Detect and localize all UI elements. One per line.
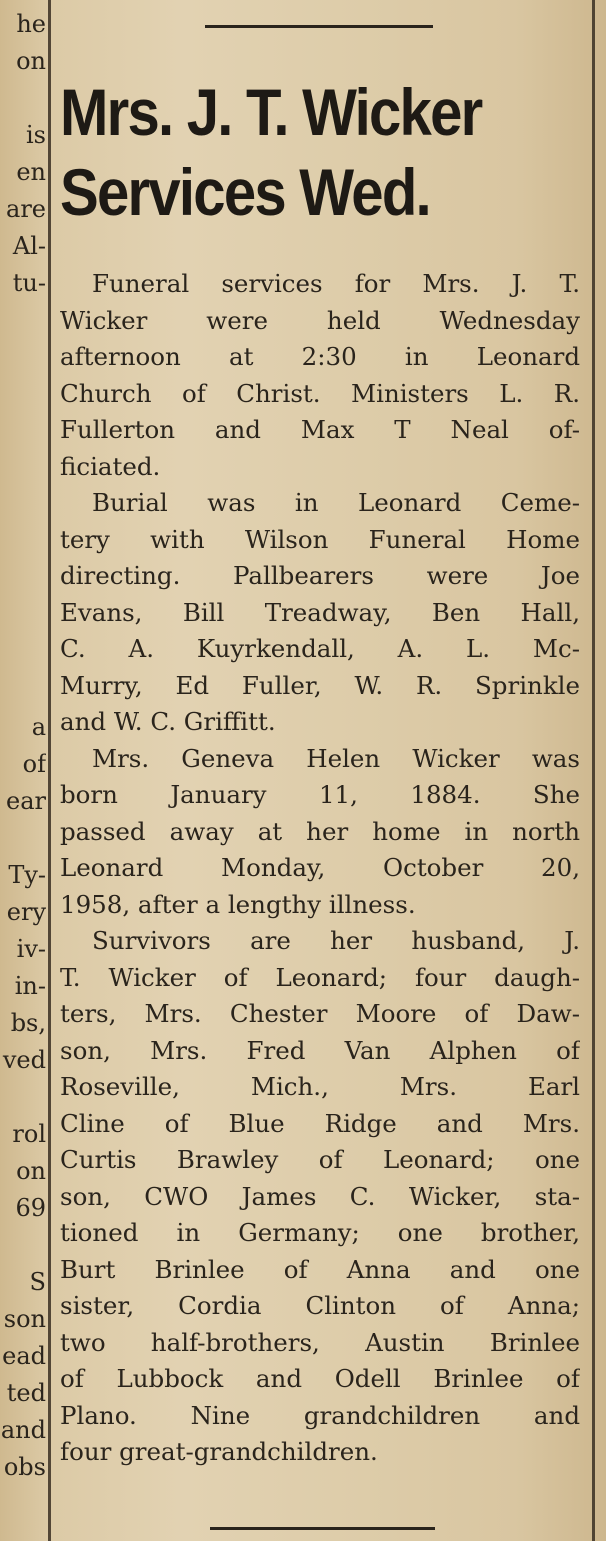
article-line: four great-grandchildren.: [60, 1437, 378, 1466]
article-line: sister, Cordia Clinton of Anna;: [60, 1291, 580, 1320]
article-body: [60, 266, 580, 1471]
left-fragment-line: [0, 487, 46, 524]
left-fragment-line: in-: [14, 972, 46, 1000]
left-fragment-line: [0, 413, 46, 450]
article-line: C. A. Kuyrkendall, A. L. Mc-: [60, 634, 580, 663]
left-fragment-line: on: [16, 1157, 46, 1185]
article-line: Burial was in Leonard Ceme-: [92, 488, 580, 517]
left-fragment-line: 69: [15, 1194, 46, 1222]
left-fragment-line: iv-: [16, 935, 46, 963]
left-fragment-line: are: [6, 195, 46, 223]
left-fragment-line: Ty-: [8, 861, 46, 889]
article-line: Fullerton and Max T Neal of-: [60, 415, 580, 444]
article-line: Leonard Monday, October 20,: [60, 853, 580, 882]
left-fragment-line: ved: [2, 1046, 46, 1074]
left-fragment-line: [0, 820, 46, 857]
article-line: T. Wicker of Leonard; four daugh-: [60, 962, 580, 992]
left-fragment-line: ery: [6, 898, 46, 926]
article-line: Church of Christ. Ministers L. R.: [60, 378, 580, 408]
left-fragment-line: he: [16, 10, 46, 38]
article-line: Wicker were held Wednesday: [60, 305, 580, 335]
paragraph: [60, 923, 580, 1471]
left-fragment-line: and: [0, 1416, 46, 1444]
article-line: Burt Brinlee of Anna and one: [60, 1254, 580, 1284]
article-line: Mrs. Geneva Helen Wicker was: [92, 743, 580, 773]
left-fragment-line: bs,: [10, 1009, 46, 1037]
left-fragment-line: on: [16, 47, 46, 75]
article-line: of Lubbock and Odell Brinlee of: [60, 1364, 580, 1393]
bottom-rule: [210, 1527, 435, 1530]
left-fragment-line: en: [16, 158, 46, 186]
article-line: tioned in Germany; one brother,: [60, 1218, 580, 1247]
paragraph: [60, 266, 580, 485]
left-column-rule: [48, 0, 51, 1541]
left-fragment-line: [0, 598, 46, 635]
left-fragment-line: obs: [3, 1453, 46, 1481]
top-rule: [205, 25, 433, 28]
article-line: ters, Mrs. Chester Moore of Daw-: [60, 999, 580, 1028]
headline: [60, 72, 526, 232]
article-line: Survivors are her husband, J.: [92, 926, 580, 955]
article-line: tery with Wilson Funeral Home: [60, 524, 580, 554]
article-line: Murry, Ed Fuller, W. R. Sprinkle: [60, 670, 580, 700]
left-fragment-line: [0, 1227, 46, 1264]
left-fragment-line: ead: [2, 1342, 46, 1370]
article-line: born January 11, 1884. She: [60, 780, 580, 809]
article-line: son, Mrs. Fred Van Alphen of: [60, 1035, 580, 1065]
left-fragment-line: ted: [6, 1379, 46, 1407]
left-fragment-line: son: [3, 1305, 46, 1333]
left-fragment-line: [0, 561, 46, 598]
article-line: Cline of Blue Ridge and Mrs.: [60, 1108, 580, 1138]
article-line: afternoon at 2:30 in Leonard: [60, 342, 580, 371]
left-fragment-line: [0, 339, 46, 376]
article-line: Plano. Nine grandchildren and: [60, 1400, 580, 1430]
left-fragment-line: rol: [12, 1120, 46, 1148]
paragraph: [60, 485, 580, 741]
article-line: Funeral services for Mrs. J. T.: [92, 269, 580, 298]
left-fragment-line: [0, 1079, 46, 1116]
left-column-fragment: [0, 6, 46, 1486]
left-fragment-line: ear: [6, 787, 46, 815]
left-fragment-line: [0, 376, 46, 413]
article-line: two half-brothers, Austin Brinlee: [60, 1327, 580, 1357]
left-fragment-line: [0, 450, 46, 487]
left-fragment-line: [0, 80, 46, 117]
left-fragment-line: [0, 635, 46, 672]
article-line: passed away at her home in north: [60, 816, 580, 846]
article-line: ficiated.: [60, 451, 161, 481]
left-fragment-line: of: [22, 750, 46, 778]
headline-line-1: Mrs. J. T. Wicker: [60, 75, 482, 149]
article-line: son, CWO James C. Wicker, sta-: [60, 1181, 580, 1211]
paragraph: [60, 741, 580, 924]
left-fragment-line: a: [31, 713, 46, 741]
left-fragment-line: [0, 672, 46, 709]
article-line: and W. C. Griffitt.: [60, 707, 276, 736]
article-line: 1958, after a lengthy illness.: [60, 889, 416, 919]
article-line: Curtis Brawley of Leonard; one: [60, 1145, 580, 1174]
headline-line-2: Services Wed.: [60, 155, 430, 229]
left-fragment-line: [0, 302, 46, 339]
left-fragment-line: tu-: [12, 269, 46, 297]
right-column-rule: [592, 0, 595, 1541]
left-fragment-line: S: [29, 1268, 46, 1296]
left-fragment-line: [0, 524, 46, 561]
article-line: Roseville, Mich., Mrs. Earl: [60, 1072, 580, 1101]
left-fragment-line: is: [26, 121, 46, 149]
article-line: directing. Pallbearers were Joe: [60, 561, 580, 590]
article-line: Evans, Bill Treadway, Ben Hall,: [60, 597, 580, 627]
left-fragment-line: Al-: [12, 232, 46, 260]
